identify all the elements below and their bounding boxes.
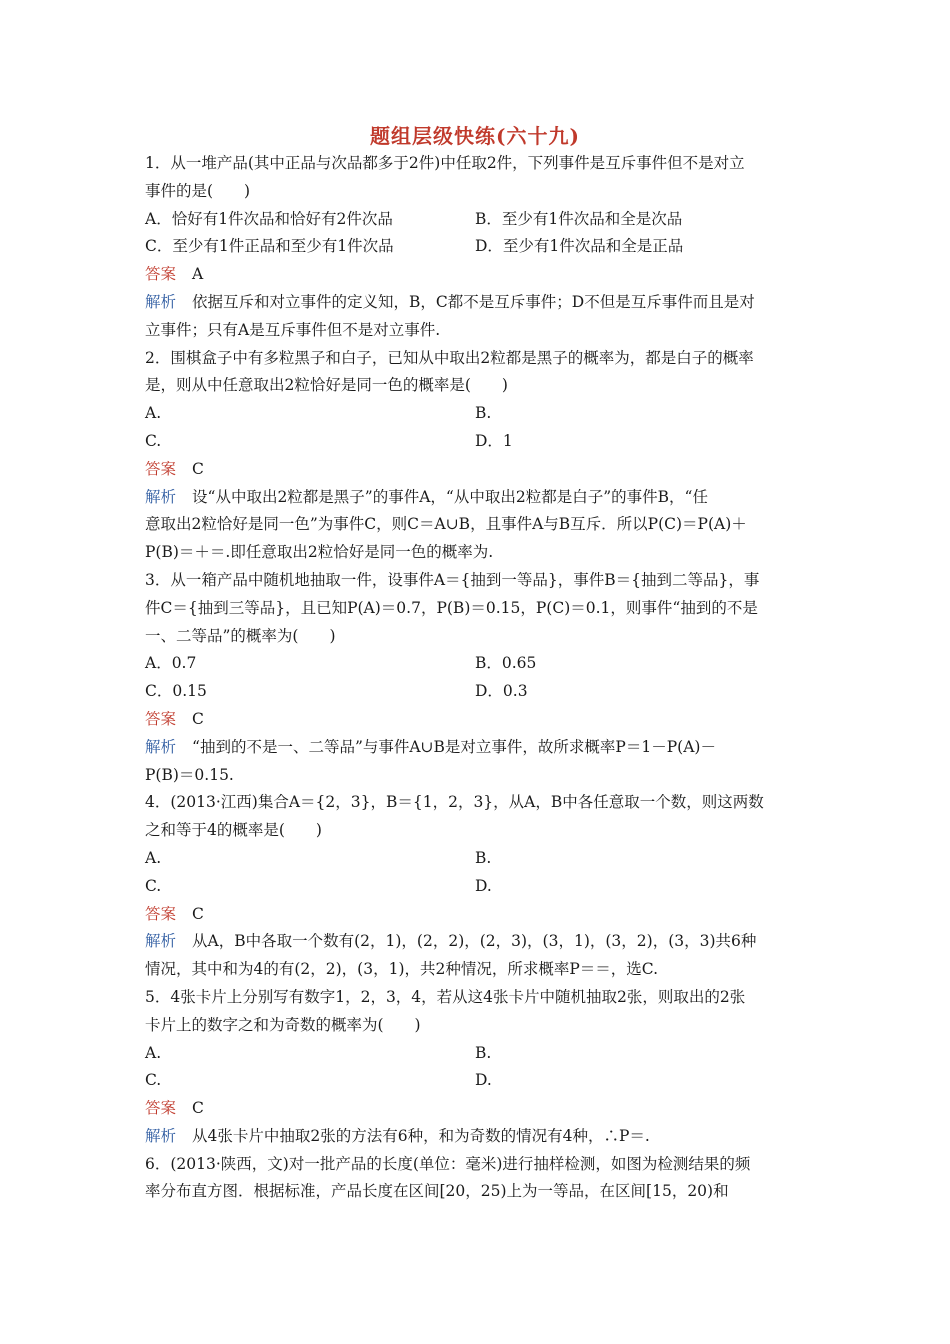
- question-6-stem-line-1: 6．(2013·陕西，文)对一批产品的长度(单位：毫米)进行抽样检测，如图为检测结果的频: [145, 1154, 751, 1173]
- question-1-options-row-2: [145, 233, 810, 261]
- page-title: 题组层级快练(六十九): [370, 124, 580, 148]
- option-b: B．0.65: [475, 654, 537, 673]
- question-1-explain-line-2: 立事件；只有A是互斥事件但不是对立事件.: [145, 320, 441, 339]
- question-4-explain-line-1: [145, 928, 810, 956]
- answer-label: 答案: [145, 709, 177, 728]
- option-c: C．至少有1件正品和至少有1件次品: [145, 237, 394, 256]
- answer-label: 答案: [145, 904, 177, 923]
- explain-label: 解析: [145, 737, 177, 756]
- question-1-explain-line-1: [145, 289, 810, 317]
- question-3-stem-line-3: 一、二等品”的概率为( ): [145, 626, 336, 645]
- question-1-stem-line-1: 1．从一堆产品(其中正品与次品都多于2件)中任取2件，下列事件是互斥事件但不是对立: [145, 154, 745, 172]
- option-d: D．0.3: [475, 682, 528, 701]
- question-2: [145, 345, 810, 567]
- option-d: D．1: [475, 431, 513, 450]
- question-5-options-row-2: [145, 1067, 810, 1095]
- answer-label: 答案: [145, 265, 177, 284]
- question-2-explain-line-3: P(B)＝＋＝.即任意取出2粒恰好是同一色的概率为.: [145, 543, 494, 562]
- question-2-options-row-2: [145, 428, 810, 456]
- option-b: B.: [475, 1043, 492, 1062]
- question-1-answer: [145, 261, 810, 289]
- question-1: [145, 150, 810, 345]
- question-5-options-row-1: [145, 1040, 810, 1068]
- option-a: A．0.7: [145, 654, 197, 673]
- option-a: A．恰好有1件次品和恰好有2件次品: [145, 209, 393, 228]
- question-5: [145, 984, 810, 1151]
- question-5-stem-line-1: 5．4张卡片上分别写有数字1，2，3，4，若从这4张卡片中随机抽取2张，则取出的2张: [145, 987, 746, 1006]
- answer-value: C: [192, 709, 204, 728]
- answer-value: C: [192, 459, 204, 478]
- question-2-answer: [145, 456, 810, 484]
- question-5-stem-line-2: 卡片上的数字之和为奇数的概率为( ): [145, 1015, 421, 1034]
- question-2-options-row-1: [145, 400, 810, 428]
- explain-text: 设“从中取出2粒都是黑子”的事件A，“从中取出2粒都是白子”的事件B，“任: [192, 487, 708, 506]
- option-d: D.: [475, 876, 492, 895]
- question-3-stem-line-1: 3．从一箱产品中随机地抽取一件，设事件A＝{抽到一等品}，事件B＝{抽到二等品}，事: [145, 570, 760, 589]
- option-d: D．至少有1件次品和全是正品: [475, 237, 684, 256]
- answer-label: 答案: [145, 459, 177, 478]
- question-6: [145, 1151, 810, 1207]
- explain-label: 解析: [145, 292, 177, 311]
- question-list: [145, 150, 810, 1206]
- question-4-options-row-2: [145, 873, 810, 901]
- option-b: B．至少有1件次品和全是次品: [475, 209, 683, 228]
- question-5-answer: [145, 1095, 810, 1123]
- explain-text: 从4张卡片中抽取2张的方法有6种，和为奇数的情况有4种，∴P＝.: [192, 1126, 650, 1145]
- question-4-explain-line-2: 情况，其中和为4的有(2，2)，(3，1)，共2种情况，所求概率P＝＝，选C.: [145, 960, 659, 979]
- question-4-options-row-1: [145, 845, 810, 873]
- explain-text: “抽到的不是一、二等品”与事件A∪B是对立事件，故所求概率P＝1－P(A)－: [192, 737, 716, 756]
- question-1-options-row-1: [145, 206, 810, 234]
- option-b: B.: [475, 848, 492, 867]
- question-3-answer: [145, 706, 810, 734]
- explain-label: 解析: [145, 1126, 177, 1145]
- question-5-explain-line-1: [145, 1123, 810, 1151]
- answer-label: 答案: [145, 1099, 177, 1118]
- explain-text: 依据互斥和对立事件的定义知，B，C都不是互斥事件；D不但是互斥事件而且是对: [192, 292, 755, 311]
- question-2-stem-line-1: 2．围棋盒子中有多粒黑子和白子，已知从中取出2粒都是黑子的概率为，都是白子的概率: [145, 348, 754, 367]
- question-3: [145, 567, 810, 789]
- answer-value: C: [192, 904, 204, 923]
- question-6-stem-line-2: 率分布直方图．根据标准，产品长度在区间[20，25)上为一等品，在区间[15，20)和: [145, 1182, 729, 1201]
- question-3-explain-line-2: P(B)＝0.15.: [145, 765, 234, 784]
- question-4-stem-line-1: 4．(2013·江西)集合A＝{2，3}，B＝{1，2，3}，从A，B中各任意取一个数，则这两数: [145, 793, 764, 812]
- question-4-stem-line-2: 之和等于4的概率是( ): [145, 821, 322, 840]
- question-2-stem-line-2: 是，则从中任意取出2粒恰好是同一色的概率是( ): [145, 376, 508, 395]
- option-c: C.: [145, 1071, 162, 1090]
- option-c: C.: [145, 876, 162, 895]
- question-3-options-row-2: [145, 678, 810, 706]
- answer-value: A: [192, 265, 204, 284]
- option-a: A.: [145, 848, 162, 867]
- option-a: A.: [145, 1043, 162, 1062]
- question-4-answer: [145, 901, 810, 929]
- question-3-explain-line-1: [145, 734, 810, 762]
- question-2-explain-line-2: 意取出2粒恰好是同一色”为事件C，则C＝A∪B，且事件A与B互斥．所以P(C)＝P(A)＋: [145, 515, 747, 534]
- question-1-stem-line-2: 事件的是( ): [145, 181, 251, 200]
- option-c: C.: [145, 431, 162, 450]
- question-3-options-row-1: [145, 650, 810, 678]
- option-b: B.: [475, 404, 492, 423]
- answer-value: C: [192, 1099, 204, 1118]
- explain-label: 解析: [145, 487, 177, 506]
- option-c: C．0.15: [145, 682, 207, 701]
- question-2-explain-line-1: [145, 484, 810, 512]
- question-4: [145, 789, 810, 984]
- question-3-stem-line-2: 件C＝{抽到三等品}，且已知P(A)＝0.7，P(B)＝0.15，P(C)＝0.1，则事件“抽到的不是: [145, 598, 758, 617]
- explain-text: 从A，B中各取一个数有(2，1)，(2，2)，(2，3)，(3，1)，(3，2)，(3，3)共6种: [192, 932, 757, 951]
- explain-label: 解析: [145, 932, 177, 951]
- option-a: A.: [145, 404, 162, 423]
- option-d: D.: [475, 1071, 492, 1090]
